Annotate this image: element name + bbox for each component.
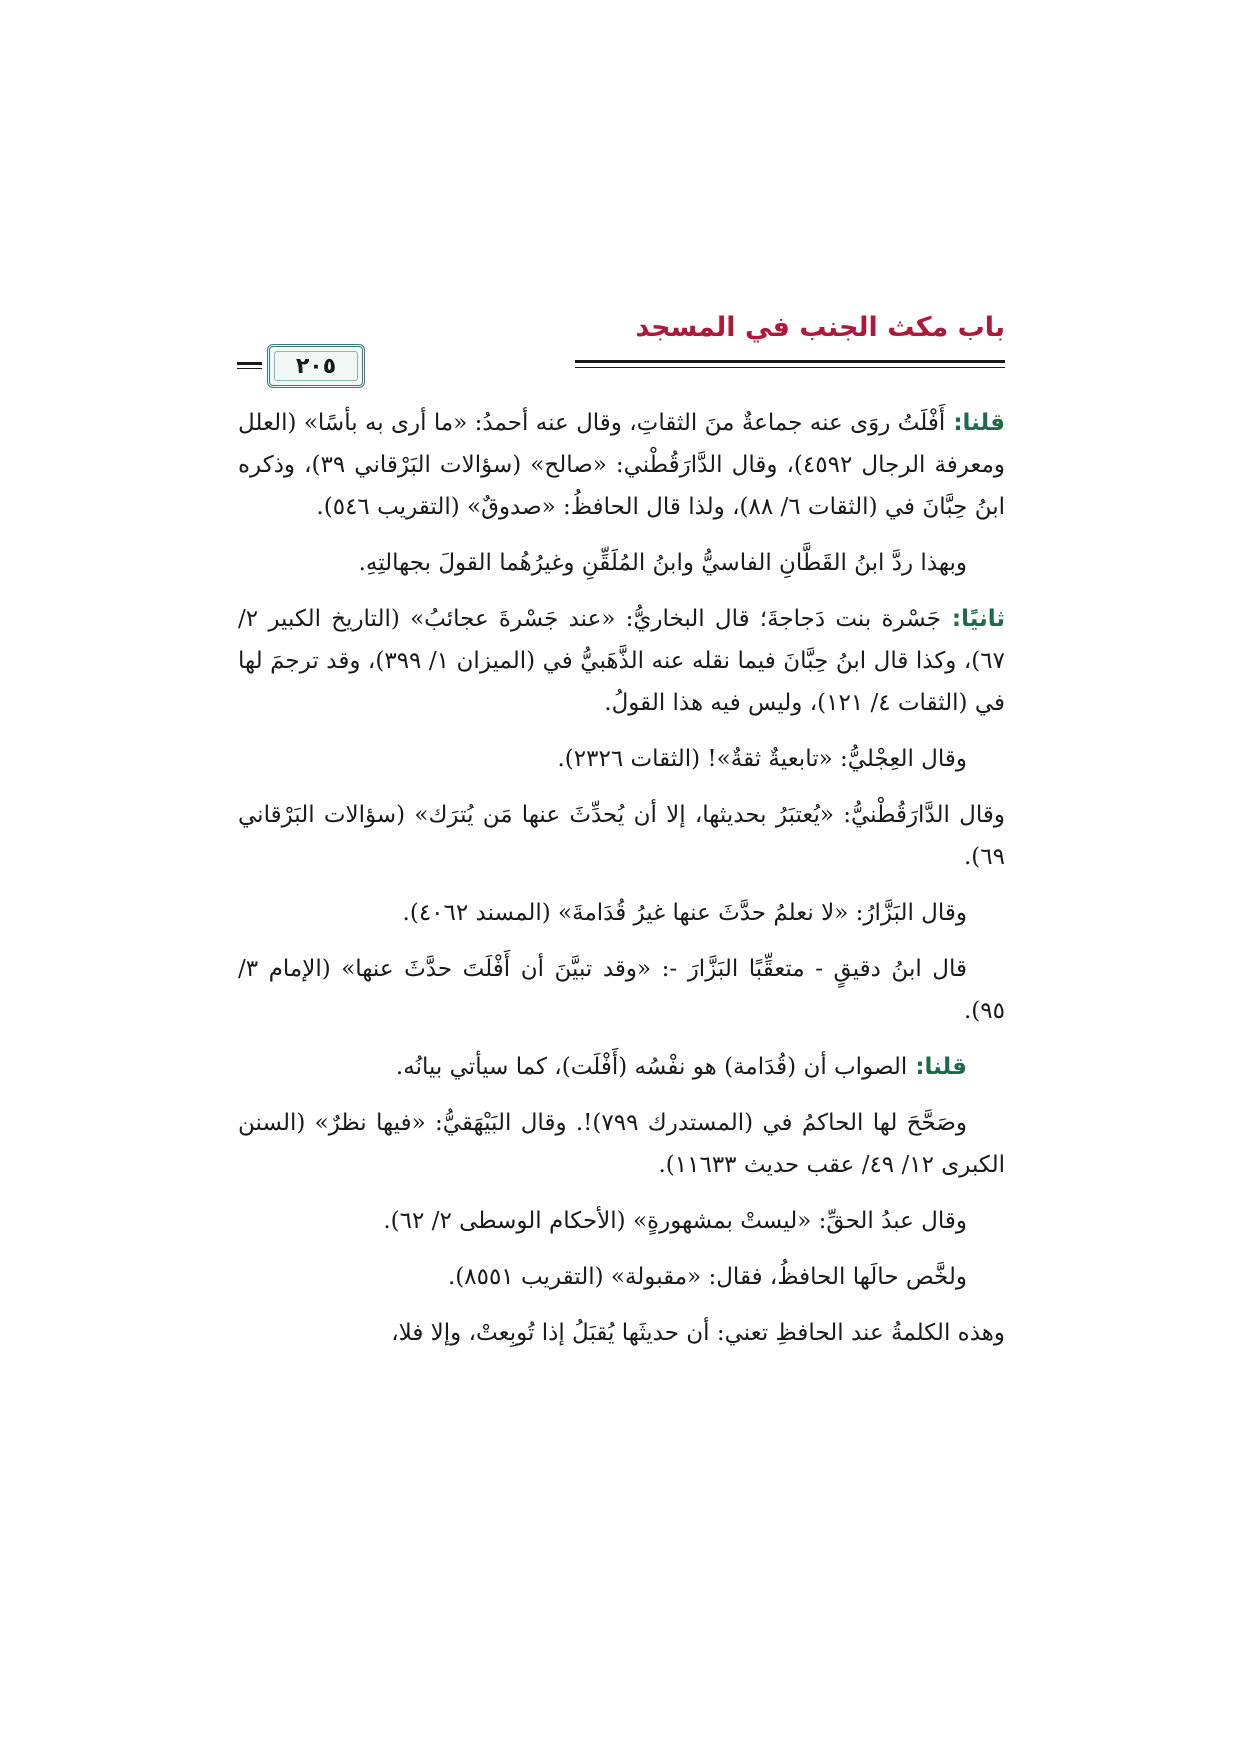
paragraph-7	[238, 948, 1005, 1032]
chapter-title: باب مكث الجنب في المسجد	[635, 312, 1005, 343]
paragraph-2	[238, 542, 1005, 584]
left-rule	[237, 362, 262, 365]
paragraph-3	[238, 598, 1005, 724]
paragraph-text: قال ابنُ دقيقٍ - متعقِّبًا البَزَّارَ -: «وقد تبيَّنَ أن أَفْلَتَ حدَّثَ عنها» (الإمام ٣/ ٩٥).	[238, 956, 1005, 1024]
paragraph-text: وقال العِجْليُّ: «تابعيةٌ ثقةٌ»! (الثقات ٢٣٢٦).	[557, 746, 967, 772]
paragraph-8	[238, 1046, 1005, 1088]
paragraph-12	[238, 1312, 1005, 1354]
paragraph-marker: قلنا:	[945, 410, 1006, 436]
paragraph-text: وقال الدَّارَقُطْنيُّ: «يُعتبَرُ بحديثها، إلا أن يُحدِّثَ عنها مَن يُترَك» (سؤالات البَرْقاني ٦٩).	[238, 802, 1005, 870]
left-rule-thin	[237, 368, 262, 369]
paragraph-text: وهذه الكلمةُ عند الحافظِ تعني: أن حديثَها يُقبَلُ إذا تُوبِعتْ، وإلا فلا،	[391, 1320, 1005, 1346]
page-number-frame	[267, 344, 365, 388]
paragraph-text: الصواب أن (قُدَامة) هو نفْسُه (أَفْلَت)، كما سيأتي بيانُه.	[395, 1054, 908, 1080]
page-body	[238, 402, 1005, 1368]
paragraph-text: وبهذا ردَّ ابنُ القَطَّانِ الفاسيُّ وابنُ المُلَقِّنِ وغيرُهُما القولَ بجهالتِهِ.	[358, 550, 967, 576]
paragraph-text: وصَحَّحَ لها الحاكمُ في (المستدرك ٧٩٩)!. وقال البَيْهَقيُّ: «فيها نظرٌ» (السنن الكبرى ١٢/ ٤٩/ عقب حديث ١١٦٣٣).	[238, 1110, 1005, 1178]
header-rule	[575, 360, 1005, 363]
paragraph-6	[238, 892, 1005, 934]
paragraph-9	[238, 1102, 1005, 1186]
paragraph-text: جَسْرة بنت دَجاجةَ؛ قال البخاريُّ: «عند جَسْرةَ عجائبُ» (التاريخ الكبير ٢/ ٦٧)، وكذا قال ابنُ حِبَّانَ فيما نقله عنه الذَّهَبيُّ في (الميزان ١/ ٣٩٩)، وقد ترجمَ لها في (الثقات ٤/ ١٢١)، وليس فيه هذا القولُ.	[238, 606, 1005, 716]
page-number: ٢٠٥	[295, 353, 337, 379]
paragraph-marker: قلنا:	[907, 1054, 967, 1080]
paragraph-text: وقال عبدُ الحقِّ: «ليستْ بمشهورةٍ» (الأحكام الوسطى ٢/ ٦٢).	[383, 1208, 967, 1234]
paragraph-text: وقال البَزَّارُ: «لا نعلمُ حدَّثَ عنها غيرُ قُدَامةَ» (المسند ٤٠٦٢).	[402, 900, 967, 926]
paragraph-marker: ثانيًا:	[940, 606, 1006, 632]
paragraph-10	[238, 1200, 1005, 1242]
header-rule-thin	[575, 367, 1005, 368]
page-header	[237, 312, 1005, 379]
paragraph-5	[238, 794, 1005, 878]
paragraph-11	[238, 1256, 1005, 1298]
paragraph-1	[238, 402, 1005, 528]
paragraph-text: أَفْلَتُ روَى عنه جماعةٌ منَ الثقاتِ، وقال عنه أحمدُ: «ما أرى به بأسًا» (العلل ومعرفة الرجال ٤٥٩٢)، وقال الدَّارَقُطْني: «صالح» (سؤالات البَرْقاني ٣٩)، وذكره ابنُ حِبَّانَ في (الثقات ٦/ ٨٨)، ولذا قال الحافظُ: «صدوقٌ» (التقريب ٥٤٦).	[238, 410, 1006, 520]
paragraph-4	[238, 738, 1005, 780]
paragraph-text: ولخَّص حالَها الحافظُ، فقال: «مقبولة» (التقريب ٨٥٥١).	[447, 1264, 967, 1290]
